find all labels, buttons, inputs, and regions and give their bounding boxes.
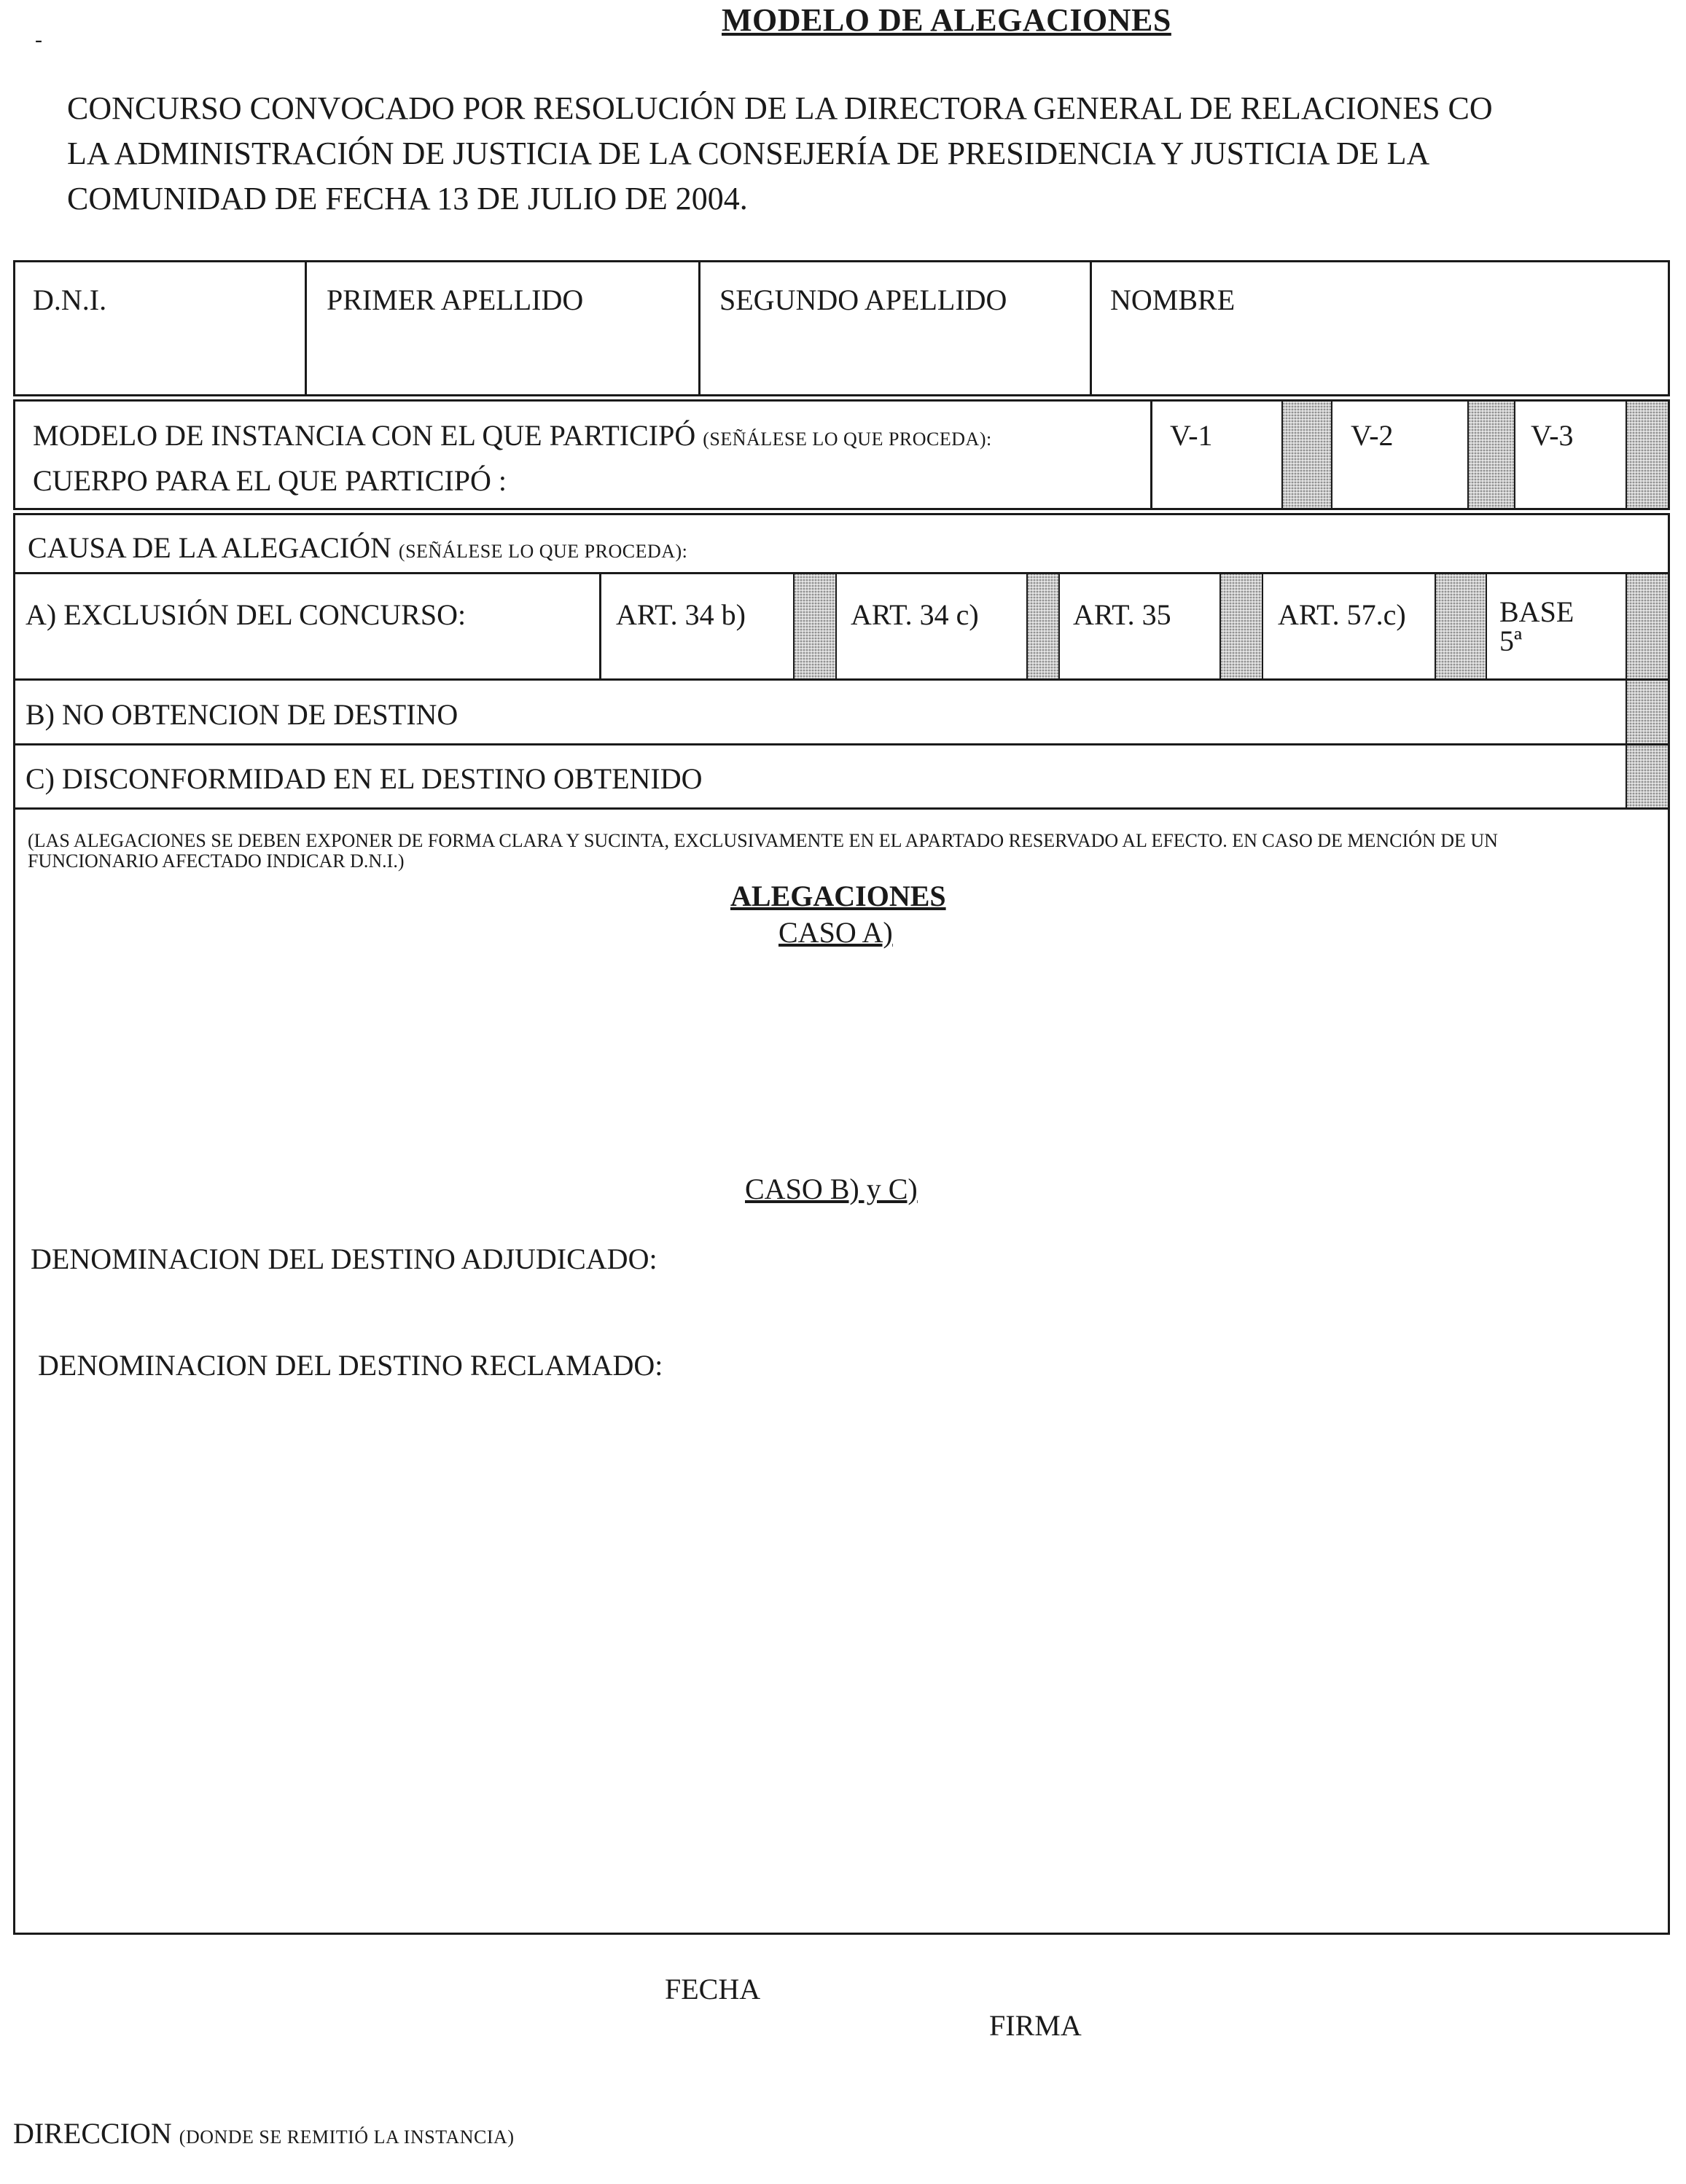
document-title: MODELO DE ALEGACIONES [722,2,1171,38]
option-v2-label: V-2 [1351,419,1394,452]
art-34b-checkbox[interactable] [793,574,837,678]
nombre-field[interactable]: NOMBRE [1110,283,1236,316]
art-35-checkbox[interactable] [1219,574,1263,678]
art-57c-label: ART. 57.c) [1278,598,1406,631]
art-34c-label: ART. 34 c) [851,598,979,631]
caso-a-input-area[interactable] [29,955,1662,1144]
destino-reclamado-label: DENOMINACION DEL DESTINO RECLAMADO: [38,1349,663,1382]
option-v3-label: V-3 [1531,419,1574,452]
direccion-label [13,2116,515,2150]
caso-bc-input-area[interactable] [29,1399,1662,1909]
base-label-line2: 5ª [1499,625,1523,657]
no-obtencion-label: B) NO OBTENCION DE DESTINO [26,698,458,731]
primer-apellido-field[interactable]: PRIMER APELLIDO [327,283,584,316]
alegaciones-title: ALEGACIONES [730,880,946,912]
destino-adjudicado-label: DENOMINACION DEL DESTINO ADJUDICADO: [31,1242,657,1275]
stray-mark: - [35,28,42,52]
causa-label [28,531,687,565]
alegaciones-note: (LAS ALEGACIONES SE DEBEN EXPONER DE FORMA CLARA Y SUCINTA, EXCLUSIVAMENTE EN EL APARTADO RESERVADO AL EFECTO. EN CASO DE MENCIÓN DE UN FUNCIONARIO AFECTADO INDICAR D.N.I.) [28,830,1498,872]
option-v1-checkbox[interactable] [1281,402,1332,508]
heading-line-1: CONCURSO CONVOCADO POR RESOLUCIÓN DE LA DIRECTORA GENERAL DE RELACIONES CO [67,90,1493,126]
causa-label-text: CAUSA DE LA ALEGACIÓN [28,531,391,564]
instancia-hint: (SEÑÁLESE LO QUE PROCEDA): [703,428,992,450]
dni-field[interactable]: D.N.I. [33,283,107,316]
heading-line-3: COMUNIDAD DE FECHA 13 DE JULIO DE 2004. [67,181,748,216]
direccion-text: DIRECCION [13,2117,172,2150]
heading-line-2: LA ADMINISTRACIÓN DE JUSTICIA DE LA CONSEJERÍA DE PRESIDENCIA Y JUSTICIA DE LA [67,136,1430,171]
instancia-label [33,418,992,453]
art-35-label: ART. 35 [1073,598,1171,631]
disconformidad-checkbox[interactable] [1625,745,1669,807]
instancia-label-text: MODELO DE INSTANCIA CON EL QUE PARTICIPÓ [33,419,696,452]
base-label-line1: BASE [1499,595,1574,628]
no-obtencion-checkbox[interactable] [1625,681,1669,743]
convocatoria-heading [67,86,1685,222]
caso-bc-heading: CASO B) y C) [745,1173,918,1205]
base-5-label [1499,595,1574,657]
cuerpo-label: CUERPO PARA EL QUE PARTICIPÓ : [33,464,507,497]
option-v3-checkbox[interactable] [1625,402,1669,508]
art-34c-checkbox[interactable] [1026,574,1060,678]
art-57c-checkbox[interactable] [1435,574,1487,678]
option-v2-checkbox[interactable] [1467,402,1515,508]
exclusion-label: A) EXCLUSIÓN DEL CONCURSO: [26,598,467,631]
firma-label: FIRMA [989,2009,1082,2042]
base-5-checkbox[interactable] [1625,574,1669,678]
segundo-apellido-field[interactable]: SEGUNDO APELLIDO [719,283,1007,316]
art-34b-label: ART. 34 b) [616,598,746,631]
caso-a-heading: CASO A) [778,916,893,949]
fecha-label: FECHA [665,1973,761,2005]
option-v1-label: V-1 [1170,419,1213,452]
direccion-hint: (DONDE SE REMITIÓ LA INSTANCIA) [179,2126,515,2148]
causa-hint: (SEÑÁLESE LO QUE PROCEDA): [398,541,688,562]
disconformidad-label: C) DISCONFORMIDAD EN EL DESTINO OBTENIDO [26,762,703,795]
